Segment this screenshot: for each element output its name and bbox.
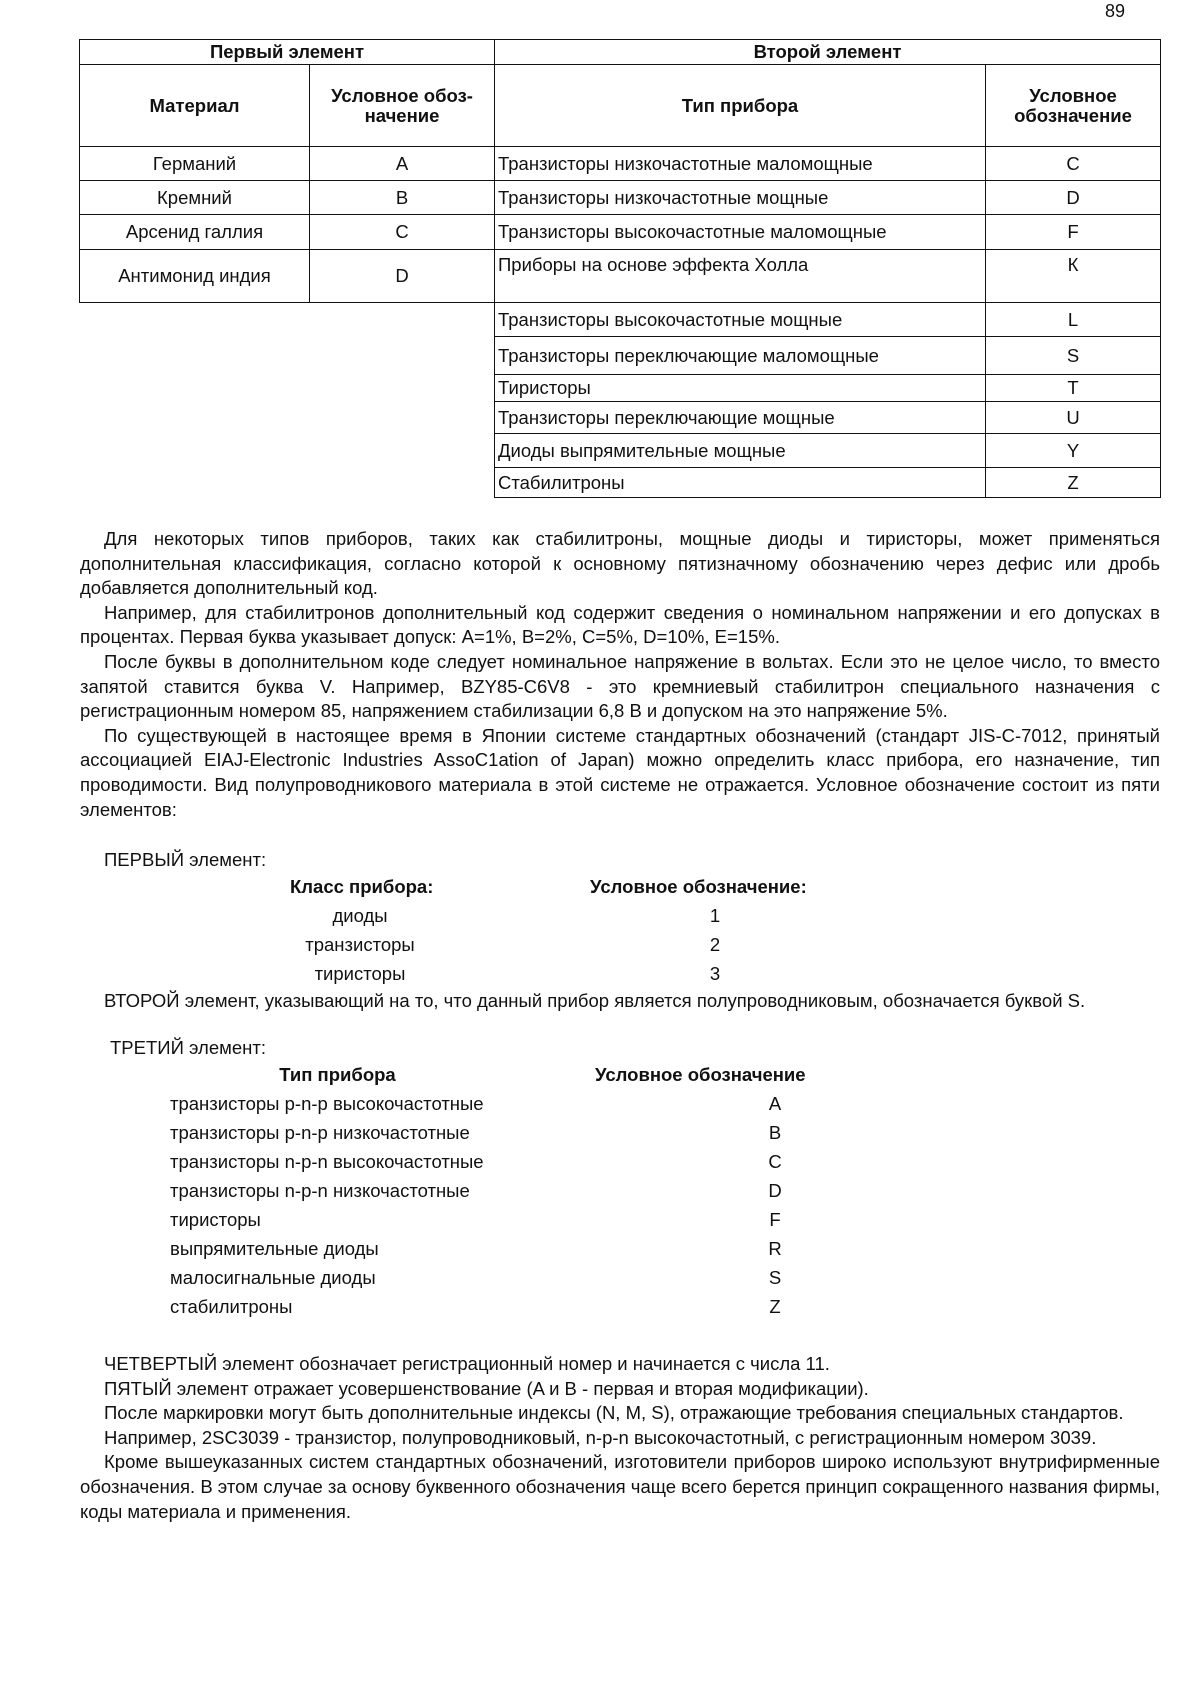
code-cell: B xyxy=(310,181,495,215)
list-item xyxy=(290,959,840,988)
closing-text xyxy=(80,1352,1160,1524)
type-cell: Транзисторы низкочастотные мощные xyxy=(495,181,986,215)
code-header: Условное обоз- начение xyxy=(310,65,495,147)
table-row xyxy=(495,468,1161,498)
type-name: транзисторы p-n-p низкочастотные xyxy=(170,1122,470,1143)
table-row xyxy=(495,250,1161,303)
code-cell: К xyxy=(986,250,1161,303)
paragraph: Например, для стабилитронов дополнительный код содержит сведения о номинальном напряжении и его допусках в процентах. Первая буква указывает допуск: A=1%, B=2%, C=5%, D=10%, E=15%. xyxy=(80,601,1160,648)
code-cell: C xyxy=(986,147,1161,181)
type-code: C xyxy=(768,1151,782,1172)
code-cell: D xyxy=(986,181,1161,215)
class-name: диоды xyxy=(332,905,388,926)
table-row xyxy=(495,303,1161,337)
type-code: Z xyxy=(769,1296,781,1317)
paragraph: ПЯТЫЙ элемент отражает усовершенствование (A и B - первая и вторая модификации). xyxy=(104,1377,869,1399)
type-cell: Диоды выпрямительные мощные xyxy=(495,434,986,468)
class-code: 1 xyxy=(709,905,721,926)
first-element-label: ПЕРВЫЙ элемент: xyxy=(104,849,267,870)
code-header: Условное обозначение xyxy=(986,65,1161,147)
table-row xyxy=(495,215,1161,250)
type-header: Тип прибора xyxy=(279,1064,396,1085)
table-row xyxy=(495,402,1161,434)
type-cell: Транзисторы низкочастотные маломощные xyxy=(495,147,986,181)
material-cell: Кремний xyxy=(80,181,310,215)
code-header: Условное обозначение: xyxy=(590,876,807,897)
second-element-text xyxy=(80,989,1160,1014)
code-header: Условное обозначение xyxy=(595,1064,806,1085)
type-cell: Транзисторы высокочастотные мощные xyxy=(495,303,986,337)
code-cell: Y xyxy=(986,434,1161,468)
paragraph: Кроме вышеуказанных систем стандартных обозначений, изготовители приборов широко используют внутрифирменные обозначения. В этом случае за основу буквенного обозначения чаще всего берется принцип сокращенного названия фирмы, коды материала и применения. xyxy=(80,1451,1160,1522)
type-cell: Транзисторы высокочастотные маломощные xyxy=(495,215,986,250)
type-header: Тип прибора xyxy=(495,65,986,147)
type-name: тиристоры xyxy=(170,1209,261,1230)
table-row xyxy=(495,181,1161,215)
second-element-title: Второй элемент xyxy=(495,40,1161,65)
class-name: транзисторы xyxy=(305,934,415,955)
class-code: 2 xyxy=(709,934,721,955)
code-cell: C xyxy=(310,215,495,250)
type-name: малосигнальные диоды xyxy=(170,1267,376,1288)
list-item xyxy=(170,1089,900,1118)
type-cell: Транзисторы переключающие маломощные xyxy=(495,337,986,375)
type-name: транзисторы n-p-n низкочастотные xyxy=(170,1180,470,1201)
table-row xyxy=(495,434,1161,468)
material-cell: Антимонид индия xyxy=(80,250,310,303)
paragraph: После буквы в дополнительном коде следует номинальное напряжение в вольтах. Если это не целое число, то вместо запятой ставится буква V. Например, BZY85-C6V8 - это кремниевый стабилитрон специального назначения с регистрационным номером 85, напряжением стабилизации 6,8 В и допуском на это напряжение 5%. xyxy=(80,650,1160,722)
code-cell: L xyxy=(986,303,1161,337)
intro-text xyxy=(80,527,1160,822)
type-code: S xyxy=(768,1267,782,1288)
code-cell: S xyxy=(986,337,1161,375)
type-code: A xyxy=(768,1093,782,1114)
list-item xyxy=(170,1147,900,1176)
device-class-table xyxy=(290,872,840,988)
code-cell: T xyxy=(986,375,1161,402)
list-item xyxy=(170,1176,900,1205)
type-cell: Транзисторы переключающие мощные xyxy=(495,402,986,434)
table-row xyxy=(80,181,495,215)
type-cell: Тиристоры xyxy=(495,375,986,402)
class-name: тиристоры xyxy=(314,963,406,984)
first-element-table xyxy=(79,39,495,303)
table-row xyxy=(495,337,1161,375)
first-element-title: Первый элемент xyxy=(80,40,495,65)
paragraph: ЧЕТВЕРТЫЙ элемент обозначает регистрационный номер и начинается с числа 11. xyxy=(104,1353,830,1374)
type-cell: Приборы на основе эффекта Холла xyxy=(495,250,986,303)
page-number: 89 xyxy=(1105,1,1126,21)
paragraph: Для некоторых типов приборов, таких как стабилитроны, мощные диоды и тиристоры, может применяться дополнительная классификация, согласно которой к основному пятизначному обозначению через дефис или дробь добавляется дополнительный код. xyxy=(80,528,1160,599)
device-type-table xyxy=(170,1060,900,1321)
type-code: D xyxy=(768,1180,782,1201)
table-row xyxy=(80,215,495,250)
list-item xyxy=(170,1205,900,1234)
material-header: Материал xyxy=(80,65,310,147)
type-code: F xyxy=(769,1209,781,1230)
second-element-table xyxy=(494,39,1161,498)
table-row xyxy=(80,147,495,181)
type-name: транзисторы n-p-n высокочастотные xyxy=(170,1151,484,1172)
paragraph: После маркировки могут быть дополнительные индексы (N, M, S), отражающие требования специальных стандартов. xyxy=(104,1402,1124,1424)
class-header: Класс прибора: xyxy=(290,876,434,897)
third-element-label: ТРЕТИЙ элемент: xyxy=(110,1037,266,1058)
material-cell: Арсенид галлия xyxy=(80,215,310,250)
type-code: R xyxy=(768,1238,782,1259)
code-cell: A xyxy=(310,147,495,181)
list-item xyxy=(170,1234,900,1263)
table-row xyxy=(495,147,1161,181)
type-name: транзисторы p-n-p высокочастотные xyxy=(170,1093,484,1114)
paragraph: ВТОРОЙ элемент, указывающий на то, что данный прибор является полупроводниковым, обозначается буквой S. xyxy=(104,990,1086,1011)
list-item xyxy=(290,930,840,959)
list-item xyxy=(170,1263,900,1292)
code-cell: Z xyxy=(986,468,1161,498)
code-cell: U xyxy=(986,402,1161,434)
type-cell: Стабилитроны xyxy=(495,468,986,498)
class-code: 3 xyxy=(709,963,721,984)
table-row xyxy=(495,375,1161,402)
type-name: выпрямительные диоды xyxy=(170,1238,379,1259)
table-row xyxy=(80,250,495,303)
paragraph: По существующей в настоящее время в Японии системе стандартных обозначений (стандарт JIS-C-7012, принятый ассоциацией EIAJ-Electronic Industries AssoC1ation of Japan) можно определить класс прибора, его назначение, тип проводимости. Вид полупроводникового материала в этой системе не отражается. Условное обозначение состоит из пяти элементов: xyxy=(80,724,1160,820)
material-cell: Германий xyxy=(80,147,310,181)
code-cell: F xyxy=(986,215,1161,250)
list-item xyxy=(290,901,840,930)
list-item xyxy=(170,1292,900,1321)
paragraph: Например, 2SC3039 - транзистор, полупроводниковый, n-p-n высокочастотный, с регистрационным номером 3039. xyxy=(104,1426,1097,1448)
list-item xyxy=(170,1118,900,1147)
type-code: B xyxy=(768,1122,782,1143)
type-name: стабилитроны xyxy=(170,1296,293,1317)
code-cell: D xyxy=(310,250,495,303)
